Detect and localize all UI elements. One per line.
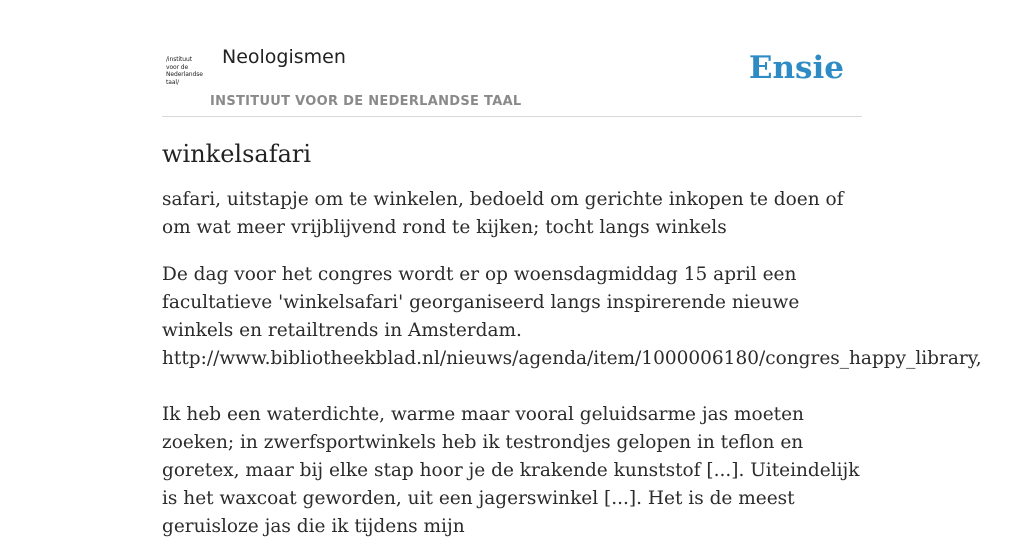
quote-text: De dag voor het congres wordt er op woensdagmiddag 15 april een facultatieve 'winkelsafari' georganiseerd langs inspirerende nieuwe winkels en retailtrends in Amsterdam. (162, 264, 800, 341)
institute-name: INSTITUUT VOOR DE NEDERLANDSE TAAL (210, 94, 522, 109)
quote-source-link[interactable]: http://www.bibliotheekblad.nl/nieuws/agenda/item/1000006180/congres_happy_library, (162, 348, 982, 369)
logo-line: taal/ (166, 78, 179, 86)
site-title[interactable]: Neologismen (222, 46, 346, 68)
site-header (162, 40, 862, 117)
logo-line: Nederlandse (166, 71, 203, 78)
example-quote: Ik heb een waterdichte, warme maar vooral geluidsarme jas moeten zoeken; in zwerfsportwinkels heb ik testrondjes gelopen in teflon en goretex, maar bij elke stap hoor je de krakende kunststof [...]. Uiteindelijk is het waxcoat geworden, uit een jagerswinkel [...]. Het is de meest geruisloze jas die ik tijdens mijn (162, 404, 860, 537)
ensie-brand-link[interactable]: Ensie (748, 50, 844, 86)
ivdnt-logo[interactable] (166, 56, 208, 90)
example-quote (162, 261, 982, 373)
logo-line: /instituut (166, 56, 192, 63)
definition: safari, uitstapje om te winkelen, bedoeld om gerichte inkopen te doen of om wat meer vrijblijvend rond te kijken; tocht langs winkels (162, 189, 844, 238)
headword: winkelsafari (162, 140, 312, 168)
logo-line: voor de (166, 63, 189, 71)
entry-content (162, 134, 982, 541)
